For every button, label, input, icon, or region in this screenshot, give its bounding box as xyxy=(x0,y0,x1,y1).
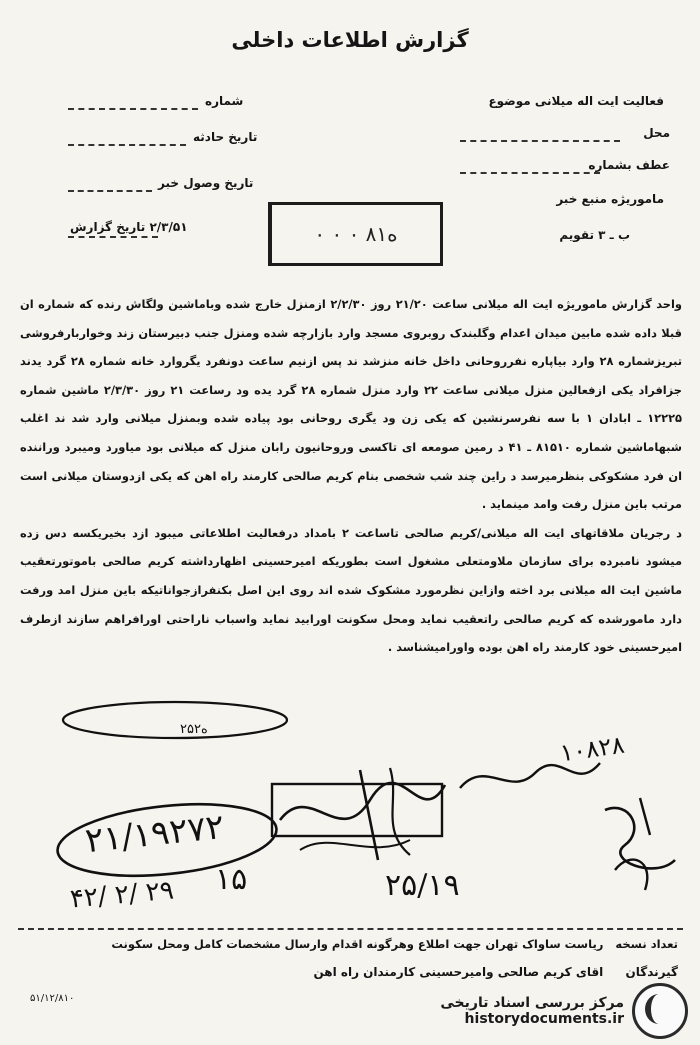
handwritten-box-note: ه۸۱ ۰ ۰ ۰ xyxy=(268,202,443,266)
evaluation-label: تقویم xyxy=(559,228,594,242)
handwritten-note-3: ۲۵/۱۹ xyxy=(385,868,460,903)
copies-label: تعداد نسخه xyxy=(615,937,678,951)
location-label: محل xyxy=(643,126,670,140)
report-date-field xyxy=(70,220,194,234)
incident-date-label: تاریخ حادثه xyxy=(193,130,258,144)
handwritten-note-4: ۱۵ xyxy=(215,862,248,897)
location-dots xyxy=(460,140,620,142)
subject-value: فعالیت ایت اله میلانی xyxy=(534,94,664,108)
incident-date-field xyxy=(193,130,257,144)
copies-value: ریاست ساواک تهران جهت اطلاع وهرگونه اقدام وارسال مشخصات کامل ومحل سکونت xyxy=(111,937,604,951)
followup-field xyxy=(588,158,670,172)
watermark-logo xyxy=(398,983,688,1039)
received-date-label: تاریخ وصول خبر xyxy=(158,176,254,190)
copies-row xyxy=(111,937,678,951)
evaluation-field xyxy=(559,228,670,242)
handwritten-note-6: ه۲۵۲ xyxy=(180,722,208,737)
subject-field xyxy=(488,94,670,108)
evaluation-value: ب ـ ۳ xyxy=(598,228,630,242)
archive-logo-icon xyxy=(632,983,688,1039)
recipients-row xyxy=(313,965,678,979)
body-paragraph-2: د رجریان ملاقاتهای ایت اله میلانی/کریم صالحی تاساعت ۲ بامداد درفعالیت اطلاعاتی میبود ازد بخیریکسه دس زده میشود نامبرده برای سازمان ملاومتعلی مشغول است بطوریکه امیرحسینی اظهارداشته کریم صالحی باموتورتعقیب ماشین ایت اله میلانی برد اخته وازاین نظرمورد مشکوک شده اند روی این اصل بکنفرازجواناتیکه باین منزل امد ورفت دارد مامورشده که کریم صالحی راتعقیب نماید ومحل سکونت اورابید نماید واسباب ناراحتی اورافراهم سازند ازطرف امیرحسینی خود کارمند راه اهن بوده واورامیشناسد . xyxy=(20,525,683,655)
number-field xyxy=(205,94,243,108)
incident-date-dots xyxy=(68,144,186,146)
handwritten-note-5: ۴۲/ ۲/ ۲۹ xyxy=(68,875,175,915)
report-title: گزارش اطلاعات داخلی xyxy=(231,28,469,52)
followup-dots xyxy=(460,172,600,174)
source-value: ماموریژه xyxy=(611,192,664,206)
report-body xyxy=(20,290,682,662)
subject-label: موضوع xyxy=(488,94,531,108)
handwritten-note-1: ۱۰۸۲۸ xyxy=(558,730,627,768)
footer-divider xyxy=(18,928,683,930)
received-date-field xyxy=(158,176,253,190)
body-paragraph-1: واحد گزارش ماموریژه ایت اله میلانی ساعت ۲۱/۲۰ روز ۲/۲/۳۰ ازمنزل خارج شده وباماشین ولگاش رنده که شماره ان قبلا داده شده مابین میدان اعدام وگلبندک روبروی مسجد وارد بازارچه شده ومنزل جنب دبیرستان زند وخواربارفروشی تبریزشماره ۲۸ وارد بیاپاره نفرروحانی داخل خانه منزشد ند پس ازنیم ساعت دونفرد یگروارد خانه شماره ۲۸ گرد یدند جزافراد یکی ازفعالین منزل میلانی ساعت ۲۲ وارد منزل شماره ۲۸ گرد یده ود رساعت ۲۱ روز ۲/۳/۳۰ ماشین شماره ۱۲۲۲۵ ـ ابادان ۱ با سه نفرسرنشین که یکی زن ود یگری روحانی بود پیاده شده وبمنزل میلانی وارد شد ند اغلب شبهاماشین شماره ۸۱۵۱۰ ـ ۴۱ د رمین صومعه ای تاکسی وروحانیون رابان منزل که میلانی بود میاورد ومیبرد وراننده ان فرد مشکوکی بنظرمیرسد د راین چند شب شخصی بنام کریم صالحی کارمند راه اهن که یکی ازدوستان میلانی است مرتب باین منزل رفت وامد مینماید . xyxy=(20,297,683,512)
recipients-value: اقای کریم صالحی وامیرحسینی کارمندان راه اهن xyxy=(313,965,604,979)
recipients-label: گیرندگان xyxy=(625,965,678,979)
number-label: شماره xyxy=(205,94,244,108)
report-date-value: ۲/۳/۵۱ xyxy=(149,220,188,234)
document-code: ۵۱/۱۲/۸۱۰ xyxy=(30,993,75,1004)
followup-label: عطف بشماره xyxy=(588,158,670,172)
signature-scribble-top-right xyxy=(455,748,605,808)
source-field xyxy=(556,192,670,206)
watermark-title-fa: مرکز بررسی اسناد تاریخی xyxy=(440,995,624,1011)
source-label: منبع خبر xyxy=(556,192,607,206)
signature-scribble-center xyxy=(260,760,460,870)
watermark-site-en: historydocuments.ir xyxy=(464,1011,624,1027)
location-field xyxy=(643,126,670,140)
report-date-dots xyxy=(68,236,158,238)
report-date-label: تاریخ گزارش xyxy=(70,220,146,234)
number-dots xyxy=(68,108,198,110)
received-date-dots xyxy=(68,190,152,192)
ink-oval-mark xyxy=(55,695,295,745)
handwritten-note-2: ۲۱/۱۹۲۷۲ xyxy=(83,806,227,862)
